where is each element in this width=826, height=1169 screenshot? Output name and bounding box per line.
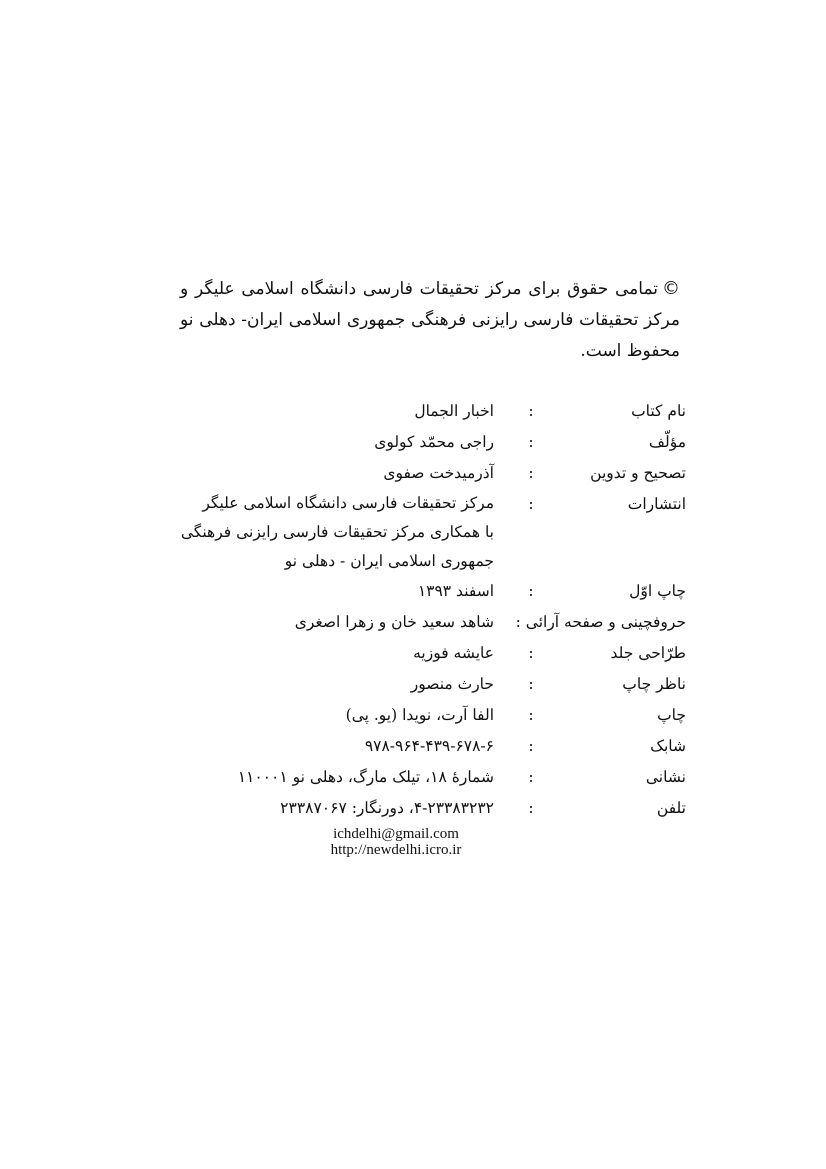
typesetting-label: حروفچینی و صفحه آرائی : — [515, 613, 686, 631]
colon: : — [528, 433, 534, 451]
colon: : — [528, 768, 534, 786]
printer-label: چاپ — [657, 706, 686, 724]
phone-label: تلفن — [656, 799, 686, 817]
publisher-line-1: مرکز تحقیقات فارسی دانشگاه اسلامی علیگر — [202, 494, 494, 512]
phone-value: ۴-۲۳۳۸۳۲۳۲، دورنگار: ۲۳۳۸۷۰۶۷ — [280, 799, 494, 817]
colophon-row-publisher — [150, 489, 686, 576]
first-print-label: چاپ اوّل — [629, 582, 686, 600]
first-print-value: اسفند ۱۳۹۳ — [417, 582, 494, 600]
colon: : — [528, 644, 534, 662]
copyright-notice — [180, 273, 680, 367]
publisher-line-2: با همکاری مرکز تحقیقات فارسی رایزنی فرهنگی — [180, 523, 494, 541]
author-value: راجی محمّد کولوی — [374, 433, 494, 451]
colon: : — [528, 675, 534, 693]
colophon-table — [150, 396, 686, 824]
address-label: نشانی — [645, 768, 686, 786]
colophon-row-print-supervisor — [150, 669, 686, 700]
contact-block — [300, 826, 492, 858]
publisher-label: انتشارات — [627, 495, 686, 513]
colon: : — [528, 582, 534, 600]
colon: : — [528, 706, 534, 724]
cover-design-label: طرّاحی جلد — [610, 644, 686, 662]
colophon-row-typesetting — [150, 607, 686, 638]
colon: : — [528, 464, 534, 482]
colophon-row-address — [150, 762, 686, 793]
colophon-row-editor — [150, 458, 686, 489]
website-link[interactable]: http://newdelhi.icro.ir — [330, 842, 462, 858]
colon: : — [528, 737, 534, 755]
email-link[interactable]: ichdelhi@gmail.com — [333, 826, 459, 842]
colophon-row-first-print — [150, 576, 686, 607]
copyright-symbol: © — [662, 278, 680, 299]
publisher-line-3: جمهوری اسلامی ایران - دهلی نو — [284, 552, 494, 570]
publisher-value — [150, 489, 494, 576]
print-supervisor-label: ناظر چاپ — [622, 675, 686, 693]
printer-value: الفا آرت، نویدا (یو. پی) — [345, 706, 494, 724]
colon: : — [528, 402, 534, 420]
copyright-text: تمامی حقوق برای مرکز تحقیقات فارسی دانشگاه اسلامی علیگر و مرکز تحقیقات فارسی رایزنی فرهنگی جمهوری اسلامی ایران- دهلی نو محفوظ است. — [180, 279, 680, 361]
editor-value: آذرمیدخت صفوی — [383, 464, 494, 482]
print-supervisor-value: حارث منصور — [410, 675, 494, 693]
address-value: شمارهٔ ۱۸، تیلک مارگ، دهلی نو ۱۱۰۰۰۱ — [237, 768, 494, 786]
isbn-value: ۹۷۸-۹۶۴-۴۳۹-۶۷۸-۶ — [364, 737, 494, 755]
colophon-row-book-title — [150, 396, 686, 427]
colon: : — [528, 799, 534, 817]
colophon-row-isbn — [150, 731, 686, 762]
colophon-row-cover-design — [150, 638, 686, 669]
book-title-label: نام کتاب — [631, 402, 686, 420]
author-label: مؤلّف — [648, 433, 686, 451]
colophon-row-author — [150, 427, 686, 458]
typesetting-value: شاهد سعید خان و زهرا اصغری — [294, 613, 494, 631]
colophon-row-printer — [150, 700, 686, 731]
isbn-label: شابک — [650, 737, 686, 755]
colon: : — [528, 495, 534, 513]
book-title-value: اخبار الجمال — [414, 402, 494, 420]
cover-design-value: عایشه فوزیه — [413, 644, 494, 662]
editor-label: تصحیح و تدوین — [590, 464, 686, 482]
colophon-row-phone — [150, 793, 686, 824]
